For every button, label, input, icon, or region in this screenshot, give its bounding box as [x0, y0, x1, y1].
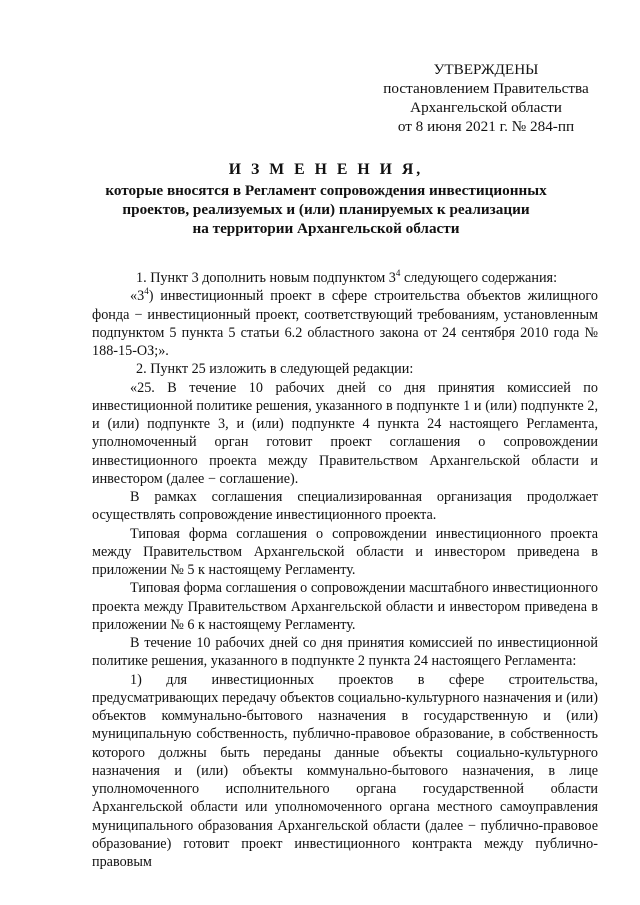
superscript: 4 [144, 286, 149, 297]
paragraph-text: следующего содержания: [400, 270, 558, 286]
paragraph-8: В течение 10 рабочих дней со дня принятия комиссией по инвестиционной политике решения, указанного в подпункте 2 пункта 24 настоящего Регламента: [92, 635, 598, 670]
paragraph-4: «25. В течение 10 рабочих дней со дня принятия комиссией по инвестиционной политике решения, указанного в подпункте 1 и (или) подпункте 2, и (или) подпункте 3, и (или) подпункте 4 пункта 24 настоящего Регламента, уполномоченный орган готовит проект соглашения о сопровождении инвестиционного проекта между Правительством Архангельской области и инвестором (далее − соглашение). [92, 379, 598, 487]
paragraph-2 [92, 287, 598, 360]
heading-line: проектов, реализуемых и (или) планируемых к реализации [122, 201, 530, 218]
approval-block [370, 60, 602, 136]
heading-line: которые вносятся в Регламент сопровождения инвестиционных [105, 182, 547, 199]
paragraph-1 [92, 269, 598, 287]
paragraph-7: Типовая форма соглашения о сопровождении масштабного инвестиционного проекта между Правительством Архангельской области и инвестором приведена в приложении № 6 к настоящему Регламенту. [92, 580, 598, 633]
superscript: 4 [395, 268, 401, 278]
approval-line: постановлением Правительства [383, 80, 589, 97]
paragraph-text: ) инвестиционный проект в сфере строительства объектов жилищного фонда − инвестиционный проект, соответствующий требованиям, установленным подпунктом 5 пункта 5 статьи 6.2 областного закона от 24 сентября 2010 года № 188-15-ОЗ;». [92, 288, 598, 359]
paragraph-3: 2. Пункт 25 изложить в следующей редакции: [136, 361, 414, 378]
heading-title: И З М Е Н Е Н И Я, [228, 161, 424, 178]
heading-line: на территории Архангельской области [192, 220, 460, 237]
approval-date: от 8 июня 2021 г. № 284-пп [397, 118, 575, 135]
document-body [92, 269, 598, 871]
document-heading [90, 160, 562, 238]
approval-line: Архангельской области [410, 99, 562, 116]
approval-title: УТВЕРЖДЕНЫ [433, 61, 539, 78]
paragraph-5: В рамках соглашения специализированная организация продолжает осуществлять сопровождение инвестиционного проекта. [92, 489, 598, 524]
paragraph-6: Типовая форма соглашения о сопровождении инвестиционного проекта между Правительством Архангельской области и инвестором приведена в приложении № 5 к настоящему Регламенту. [92, 525, 598, 578]
paragraph-text: «3 [130, 288, 145, 305]
paragraph-9: 1) для инвестиционных проектов в сфере строительства, предусматривающих передачу объектов социально-культурного назначения и (или) объектов коммунально-бытового назначения в государственную и (или) муниципальную собственность, публично-правовое образование, в собственность которого должны быть переданы данные объекты социально-культурного назначения и (или) объекты коммунально-бытового назначения, в лице уполномоченного исполнительного органа государственной области Архангельской области или уполномоченного органа местного самоуправления муниципального образования Архангельской области (далее − публично-правовое образование) готовит проект инвестиционного контракта между публично-правовым [92, 671, 598, 870]
paragraph-text: 1. Пункт 3 дополнить новым подпунктом 3 [136, 270, 396, 286]
